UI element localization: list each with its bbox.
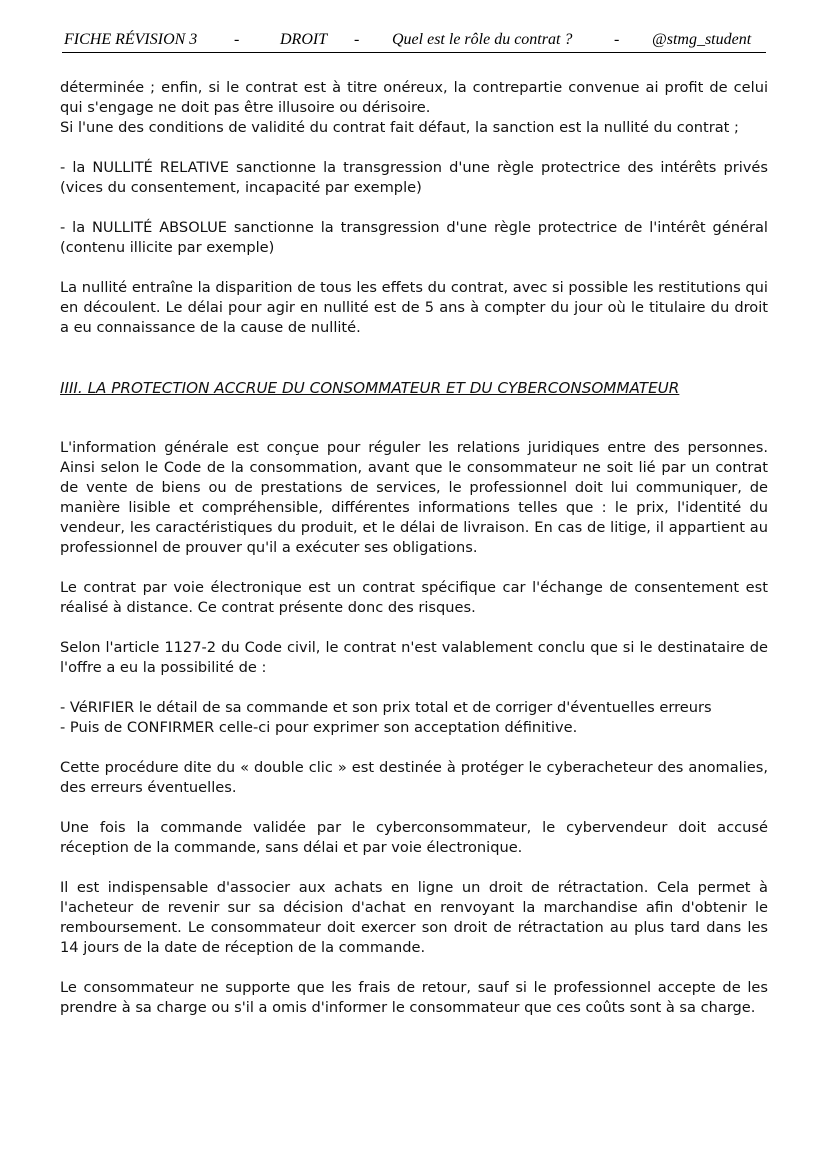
paragraph-contrat-electronique: Le contrat par voie électronique est un contrat spécifique car l'échange de consentement est réalisé à distance. Ce contrat présente donc des risques.: [60, 579, 768, 616]
header-handle: @stmg_student: [652, 31, 752, 48]
section-heading: IIII. LA PROTECTION ACCRUE DU CONSOMMATEUR ET DU CYBERCONSOMMATEUR: [60, 379, 680, 397]
paragraph-droit-retractation: Il est indispensable d'associer aux achats en ligne un droit de rétractation. Cela permet à l'acheteur de revenir sur sa décision d'achat en renvoyant la marchandise afin d'obtenir le remboursement. Le consommateur doit exercer son droit de rétractation au plus tard dans les 14 jours de la date de réception de la commande.: [60, 879, 768, 956]
header-title: Quel est le rôle du contrat ?: [392, 31, 573, 48]
paragraph-frais-retour: Le consommateur ne supporte que les frais de retour, sauf si le professionnel accepte de les prendre à sa charge ou s'il a omis d'informer le consommateur que ces coûts sont à sa charge.: [60, 979, 768, 1016]
paragraph-sanction-nullite: Si l'une des conditions de validité du contrat fait défaut, la sanction est la nullité du contrat ;: [60, 119, 739, 136]
list-item-verifier: - VéRIFIER le détail de sa commande et son prix total et de corriger d'éventuelles erreurs: [60, 699, 712, 716]
header-separator: -: [234, 31, 240, 48]
paragraph-information-generale: L'information générale est conçue pour réguler les relations juridiques entre des personnes. Ainsi selon le Code de la consommation, avant que le consommateur ne soit lié par un contrat de vente de biens ou de prestations de services, le professionnel doit lui communiquer, de manière lisible et compréhensible, différentes informations telles que : le prix, l'identité du vendeur, les caractéristiques du produit, et le délai de livraison. En cas de litige, il appartient au professionnel de prouver qu'il a exécuter ses obligations.: [60, 439, 768, 556]
paragraph-effets-nullite: La nullité entraîne la disparition de tous les effets du contrat, avec si possible les restitutions qui en découlent. Le délai pour agir en nullité est de 5 ans à compter du jour où le titulaire du droit a eu connaissance de la cause de nullité.: [60, 279, 768, 336]
paragraph-article-1127-2: Selon l'article 1127-2 du Code civil, le contrat n'est valablement conclu que si le destinataire de l'offre a eu la possibilité de :: [60, 639, 768, 676]
header-fiche-label: FICHE RÉVISION 3: [64, 31, 198, 48]
document-body: [60, 78, 768, 1018]
paragraph-nullite-absolue: - la NULLITÉ ABSOLUE sanctionne la transgression d'une règle protectrice de l'intérêt général (contenu illicite par exemple): [60, 219, 768, 256]
paragraph-double-clic: Cette procédure dite du « double clic » est destinée à protéger le cyberacheteur des anomalies, des erreurs éventuelles.: [60, 759, 768, 796]
list-item-confirmer: - Puis de CONFIRMER celle-ci pour exprimer son acceptation définitive.: [60, 719, 578, 736]
paragraph-accuse-reception: Une fois la commande validée par le cyberconsommateur, le cybervendeur doit accusé réception de la commande, sans délai et par voie électronique.: [60, 819, 768, 856]
paragraph-contrepartie: déterminée ; enfin, si le contrat est à titre onéreux, la contrepartie convenue ai profit de celui qui s'engage ne doit pas être illusoire ou dérisoire.: [60, 79, 768, 116]
header-subject: DROIT: [280, 31, 328, 48]
header-separator: -: [354, 31, 360, 48]
paragraph-nullite-relative: - la NULLITÉ RELATIVE sanctionne la transgression d'une règle protectrice des intérêts privés (vices du consentement, incapacité par exemple): [60, 159, 768, 196]
header-separator: -: [614, 31, 620, 48]
page-header: [62, 30, 766, 53]
